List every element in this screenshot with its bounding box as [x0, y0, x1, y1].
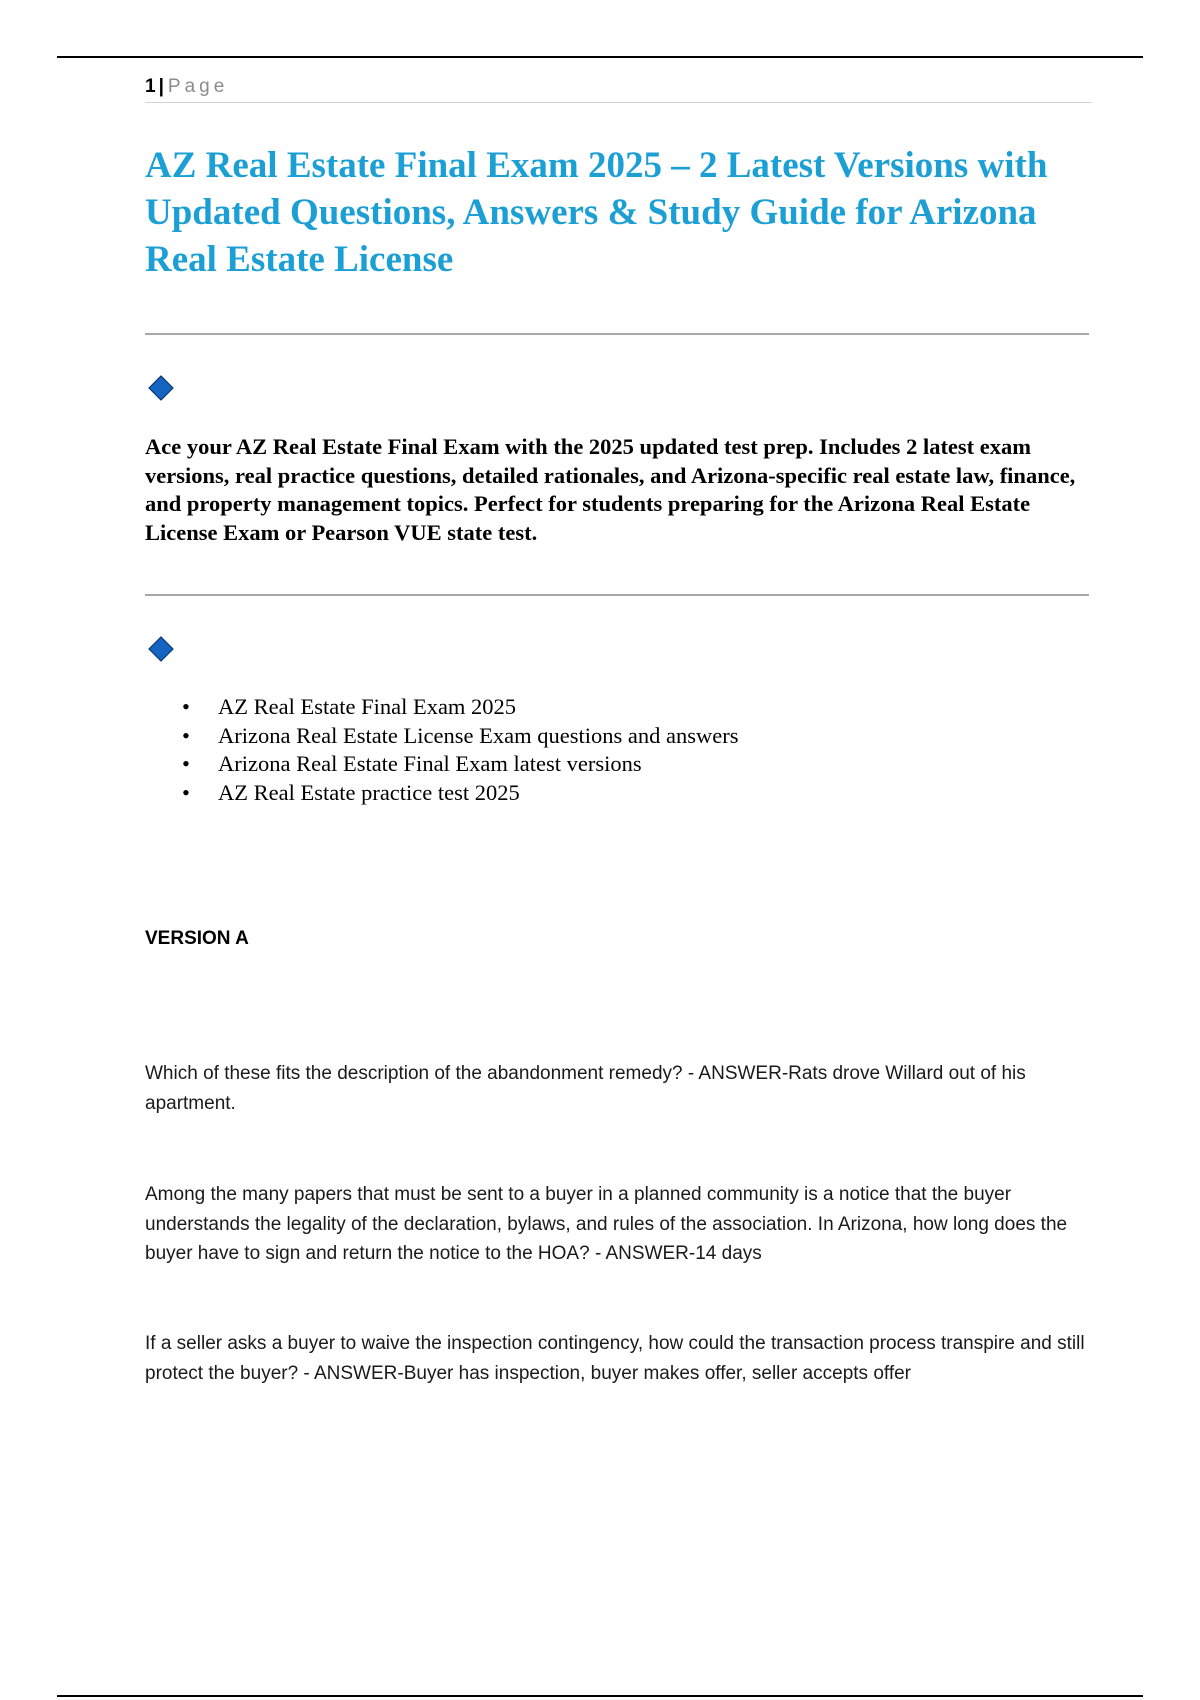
bottom-border-rule [57, 1695, 1143, 1697]
list-item: • Arizona Real Estate License Exam questions and answers [170, 722, 738, 751]
list-item: • AZ Real Estate practice test 2025 [170, 779, 738, 808]
qa-item: Among the many papers that must be sent to a buyer in a planned community is a notice that the buyer understands the legality of the declaration, bylaws, and rules of the association. In Arizona, how long does the buyer have to sign and return the notice to the HOA? - ANSWER-14 days [145, 1184, 1068, 1264]
diamond-bullet-icon [148, 636, 173, 661]
page-header [145, 74, 1092, 103]
page-word: Page [167, 76, 229, 97]
list-item: • Arizona Real Estate Final Exam latest versions [170, 750, 738, 779]
page-number: 1 [145, 76, 156, 97]
top-border-rule [57, 56, 1143, 58]
diamond-bullet-icon [148, 375, 173, 400]
qa-item: Which of these fits the description of the abandonment remedy? - ANSWER-Rats drove Willard out of his apartment. [145, 1063, 1026, 1114]
document-title: AZ Real Estate Final Exam 2025 – 2 Latest Versions with Updated Questions, Answers & Study Guide for Arizona Real Estate License [145, 145, 1048, 280]
qa-item: If a seller asks a buyer to waive the inspection contingency, how could the transaction process transpire and still protect the buyer? - ANSWER-Buyer has inspection, buyer makes offer, seller accepts offer [145, 1333, 1085, 1384]
section-divider [145, 594, 1089, 596]
section-divider [145, 333, 1089, 335]
keyword-list [170, 693, 738, 807]
version-label: VERSION A [145, 928, 249, 949]
page-separator: | [158, 76, 164, 97]
intro-paragraph: Ace your AZ Real Estate Final Exam with the 2025 updated test prep. Includes 2 latest exam versions, real practice questions, detailed rationales, and Arizona-specific real estate law, finance, and property management topics. Perfect for students preparing for the Arizona Real Estate License Exam or Pearson VUE state test. [145, 434, 1076, 545]
list-item: • AZ Real Estate Final Exam 2025 [170, 693, 738, 722]
